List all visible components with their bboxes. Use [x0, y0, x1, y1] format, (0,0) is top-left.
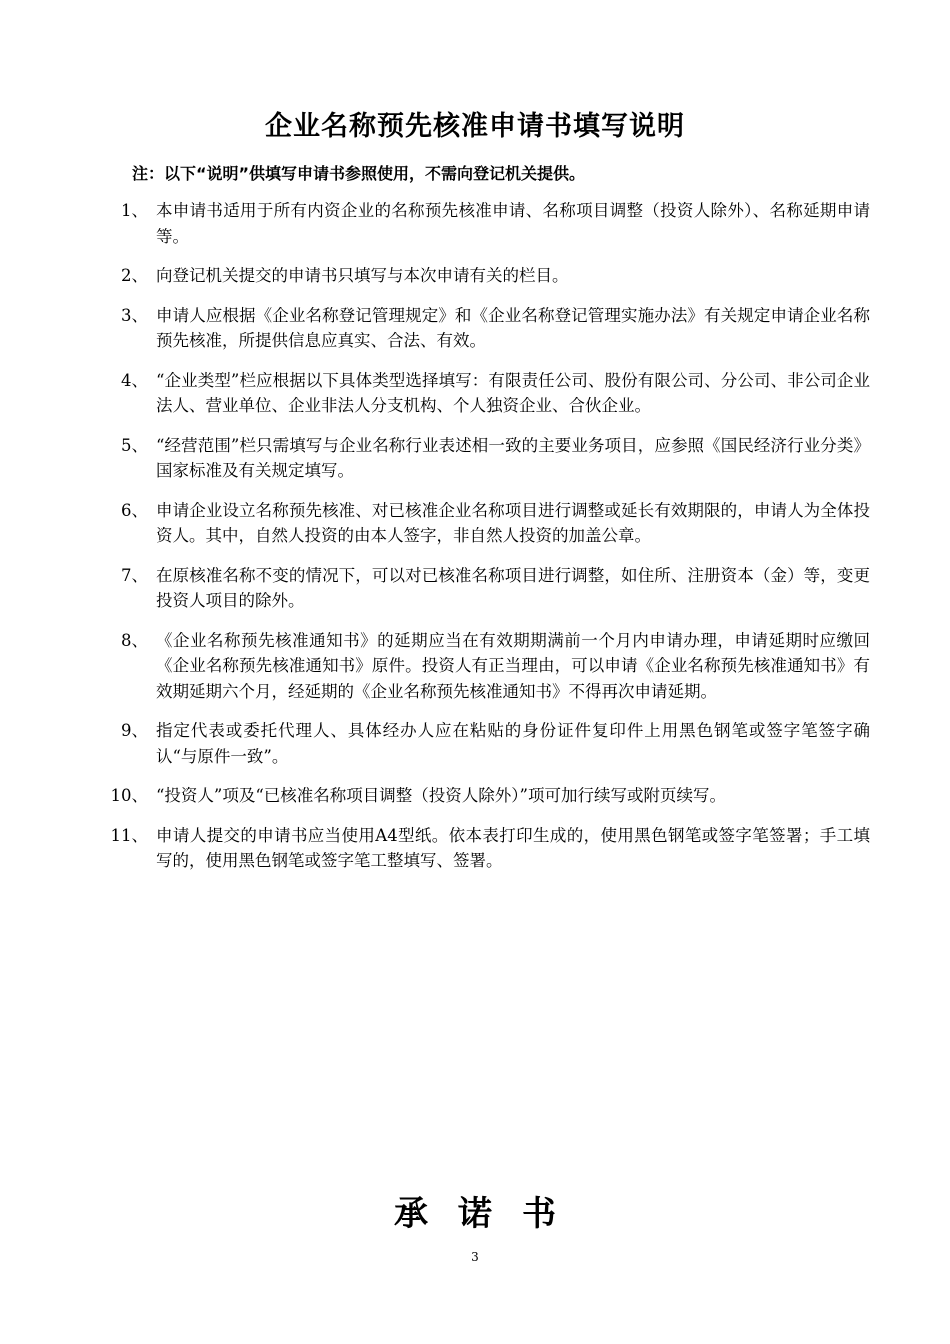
list-item — [110, 198, 870, 249]
list-item — [110, 263, 870, 289]
list-item — [110, 628, 870, 705]
list-item — [110, 783, 870, 809]
list-item — [110, 823, 870, 874]
list-item — [110, 563, 870, 614]
item-number: 1、 — [121, 201, 148, 220]
item-number: 7、 — [121, 565, 148, 585]
list-item — [110, 368, 870, 419]
item-number: 5、 — [121, 435, 148, 455]
item-number: 4、 — [121, 370, 148, 390]
item-number: 3、 — [121, 305, 148, 325]
item-text: “投资人”项及“已核准名称项目调整（投资人除外）”项可加行续写或附页续写。 — [156, 786, 726, 805]
item-text: 申请人提交的申请书应当使用A4型纸。依本表打印生成的，使用黑色钢笔或签字笔签署；手工填写的，使用黑色钢笔或签字笔工整填写、签署。 — [156, 825, 870, 870]
list-item — [110, 433, 870, 484]
page-number: 3 — [471, 1250, 479, 1264]
item-text: 向登记机关提交的申请书只填写与本次申请有关的栏目。 — [156, 266, 569, 285]
item-text: “企业类型”栏应根据以下具体类型选择填写：有限责任公司、股份有限公司、分公司、非公司企业法人、营业单位、企业非法人分支机构、个人独资企业、合伙企业。 — [156, 370, 870, 415]
item-number: 11、 — [110, 825, 148, 845]
item-number: 10、 — [110, 786, 148, 805]
list-item — [110, 498, 870, 549]
item-text: 本申请书适用于所有内资企业的名称预先核准申请、名称项目调整（投资人除外）、名称延期申请等。 — [156, 201, 870, 246]
note-text: 注：以下“说明”供填写申请书参照使用，不需向登记机关提供。 — [132, 164, 586, 183]
instructions-list — [110, 198, 870, 888]
list-item — [110, 303, 870, 354]
item-number: 8、 — [121, 630, 148, 650]
item-number: 6、 — [121, 500, 148, 520]
item-text: 指定代表或委托代理人、具体经办人应在粘贴的身份证件复印件上用黑色钢笔或签字笔签字确认“与原件一致”。 — [156, 721, 870, 766]
item-text: 在原核准名称不变的情况下，可以对已核准名称项目进行调整，如住所、注册资本（金）等，变更投资人项目的除外。 — [156, 565, 870, 610]
page-title: 企业名称预先核准申请书填写说明 — [265, 111, 685, 142]
item-text: 申请人应根据《企业名称登记管理规定》和《企业名称登记管理实施办法》有关规定申请企业名称预先核准，所提供信息应真实、合法、有效。 — [156, 305, 870, 350]
item-text: 申请企业设立名称预先核准、对已核准企业名称项目进行调整或延长有效期限的，申请人为全体投资人。其中，自然人投资的由本人签字，非自然人投资的加盖公章。 — [156, 500, 870, 545]
item-number: 9、 — [121, 721, 148, 740]
item-text: 《企业名称预先核准通知书》的延期应当在有效期期满前一个月内申请办理，申请延期时应缴回《企业名称预先核准通知书》原件。投资人有正当理由，可以申请《企业名称预先核准通知书》有效期延期六个月，经延期的《企业名称预先核准通知书》不得再次申请延期。 — [156, 630, 870, 701]
list-item — [110, 718, 870, 769]
pledge-title: 承诺书 — [394, 1194, 586, 1234]
item-text: “经营范围”栏只需填写与企业名称行业表述相一致的主要业务项目，应参照《国民经济行业分类》国家标准及有关规定填写。 — [156, 435, 870, 480]
item-number: 2、 — [121, 266, 148, 285]
